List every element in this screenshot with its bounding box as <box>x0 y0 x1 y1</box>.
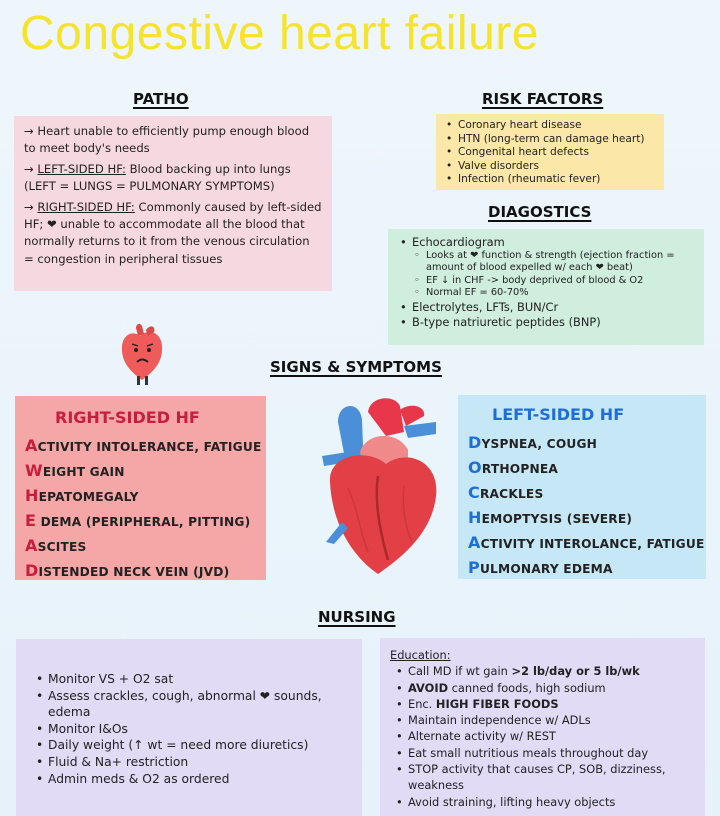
list-item: ASCITES <box>25 536 87 555</box>
list-item: • Maintain independence w/ ADLs <box>394 712 699 728</box>
list-item: WEIGHT GAIN <box>25 461 125 480</box>
list-item: • Eat small nutritious meals throughout day <box>394 745 699 761</box>
list-item: • Valve disorders <box>444 160 658 174</box>
list-item: DYSPNEA, COUGH <box>468 433 598 452</box>
list-item: DISTENDED NECK VEIN (JVD) <box>25 561 230 580</box>
list-item: HEPATOMEGALY <box>25 486 139 505</box>
list-item: • B-type natriuretic peptides (BNP) <box>398 315 698 330</box>
list-item: ◦ EF ↓ in CHF -> body deprived of blood & O2 <box>414 275 698 288</box>
list-item: ACTIVITY INTEROLANCE, FATIGUE <box>468 533 705 552</box>
list-item: • Echocardiogram <box>398 235 698 250</box>
list-item: CRACKLES <box>468 483 544 502</box>
risk-factors-heading: RISK FACTORS <box>482 90 604 108</box>
list-item: • Alternate activity w/ REST <box>394 728 699 744</box>
list-item: • Fluid & Na+ restriction <box>34 754 352 771</box>
list-item: ORTHOPNEA <box>468 458 559 477</box>
patho-heading: PATHO <box>133 90 189 108</box>
list-item: • Monitor I&Os <box>34 721 352 738</box>
education-box <box>380 638 705 816</box>
nursing-heading: NURSING <box>318 608 396 626</box>
patho-point-3: → RIGHT-SIDED HF: Commonly caused by left-sided HF; ❤ unable to accommodate all the blood that normally returns to it from the venous circulation = congestion in peripheral tissues <box>24 199 322 266</box>
list-item: ◦ Normal EF = 60-70% <box>414 287 698 300</box>
list-item: • Assess crackles, cough, abnormal ❤ sounds, edema <box>34 688 352 721</box>
list-item: • Monitor VS + O2 sat <box>34 671 352 688</box>
right-sided-hf-box <box>15 396 266 580</box>
list-item: • Daily weight (↑ wt = need more diuretics) <box>34 737 352 754</box>
patho-point-1: → Heart unable to efficiently pump enough blood to meet body's needs <box>24 124 310 156</box>
signs-symptoms-heading: SIGNS & SYMPTOMS <box>270 358 442 376</box>
list-item: PULMONARY EDEMA <box>468 558 613 577</box>
right-sided-title: RIGHT-SIDED HF <box>55 408 200 427</box>
list-item: ACTIVITY INTOLERANCE, FATIGUE <box>25 436 262 455</box>
right-sided-label: RIGHT-SIDED HF: <box>37 199 135 214</box>
list-item: HEMOPTYSIS (SEVERE) <box>468 508 633 527</box>
list-item: • Infection (rheumatic fever) <box>444 173 658 187</box>
diagnostics-heading: DIAGOSTICS <box>488 203 592 221</box>
diagnostics-box <box>388 229 704 345</box>
risk-factors-box <box>436 114 664 190</box>
patho-box <box>14 116 332 291</box>
left-sided-title: LEFT-SIDED HF <box>492 405 625 424</box>
list-item: • HTN (long-term can damage heart) <box>444 133 658 147</box>
list-item: E DEMA (PERIPHERAL, PITTING) <box>25 511 251 530</box>
list-item: • STOP activity that causes CP, SOB, dizziness, weakness <box>394 761 699 794</box>
list-item: ◦ Looks at ❤ function & strength (ejection fraction = amount of blood expelled w/ each ❤ beat) <box>414 250 698 275</box>
list-item: • Enc. HIGH FIBER FOODS <box>394 696 699 712</box>
anatomical-heart-icon <box>308 392 450 582</box>
page-title: Congestive heart failure <box>20 7 539 60</box>
left-sided-hf-box <box>458 395 706 579</box>
list-item: • Electrolytes, LFTs, BUN/Cr <box>398 300 698 315</box>
list-item: • Call MD if wt gain >2 lb/day or 5 lb/wk <box>394 663 699 679</box>
education-label: Education: <box>390 648 451 662</box>
left-sided-label: LEFT-SIDED HF: <box>37 161 126 176</box>
list-item: • AVOID canned foods, high sodium <box>394 680 699 696</box>
list-item: • Admin meds & O2 as ordered <box>34 771 352 788</box>
sad-heart-icon <box>118 320 166 386</box>
list-item: • Congenital heart defects <box>444 146 658 160</box>
patho-point-2: → LEFT-SIDED HF: Blood backing up into lungs (LEFT = LUNGS = PULMONARY SYMPTOMS) <box>24 161 291 194</box>
nursing-interventions-box <box>16 639 362 816</box>
list-item: • Coronary heart disease <box>444 119 658 133</box>
list-item: • Avoid straining, lifting heavy objects <box>394 794 699 810</box>
